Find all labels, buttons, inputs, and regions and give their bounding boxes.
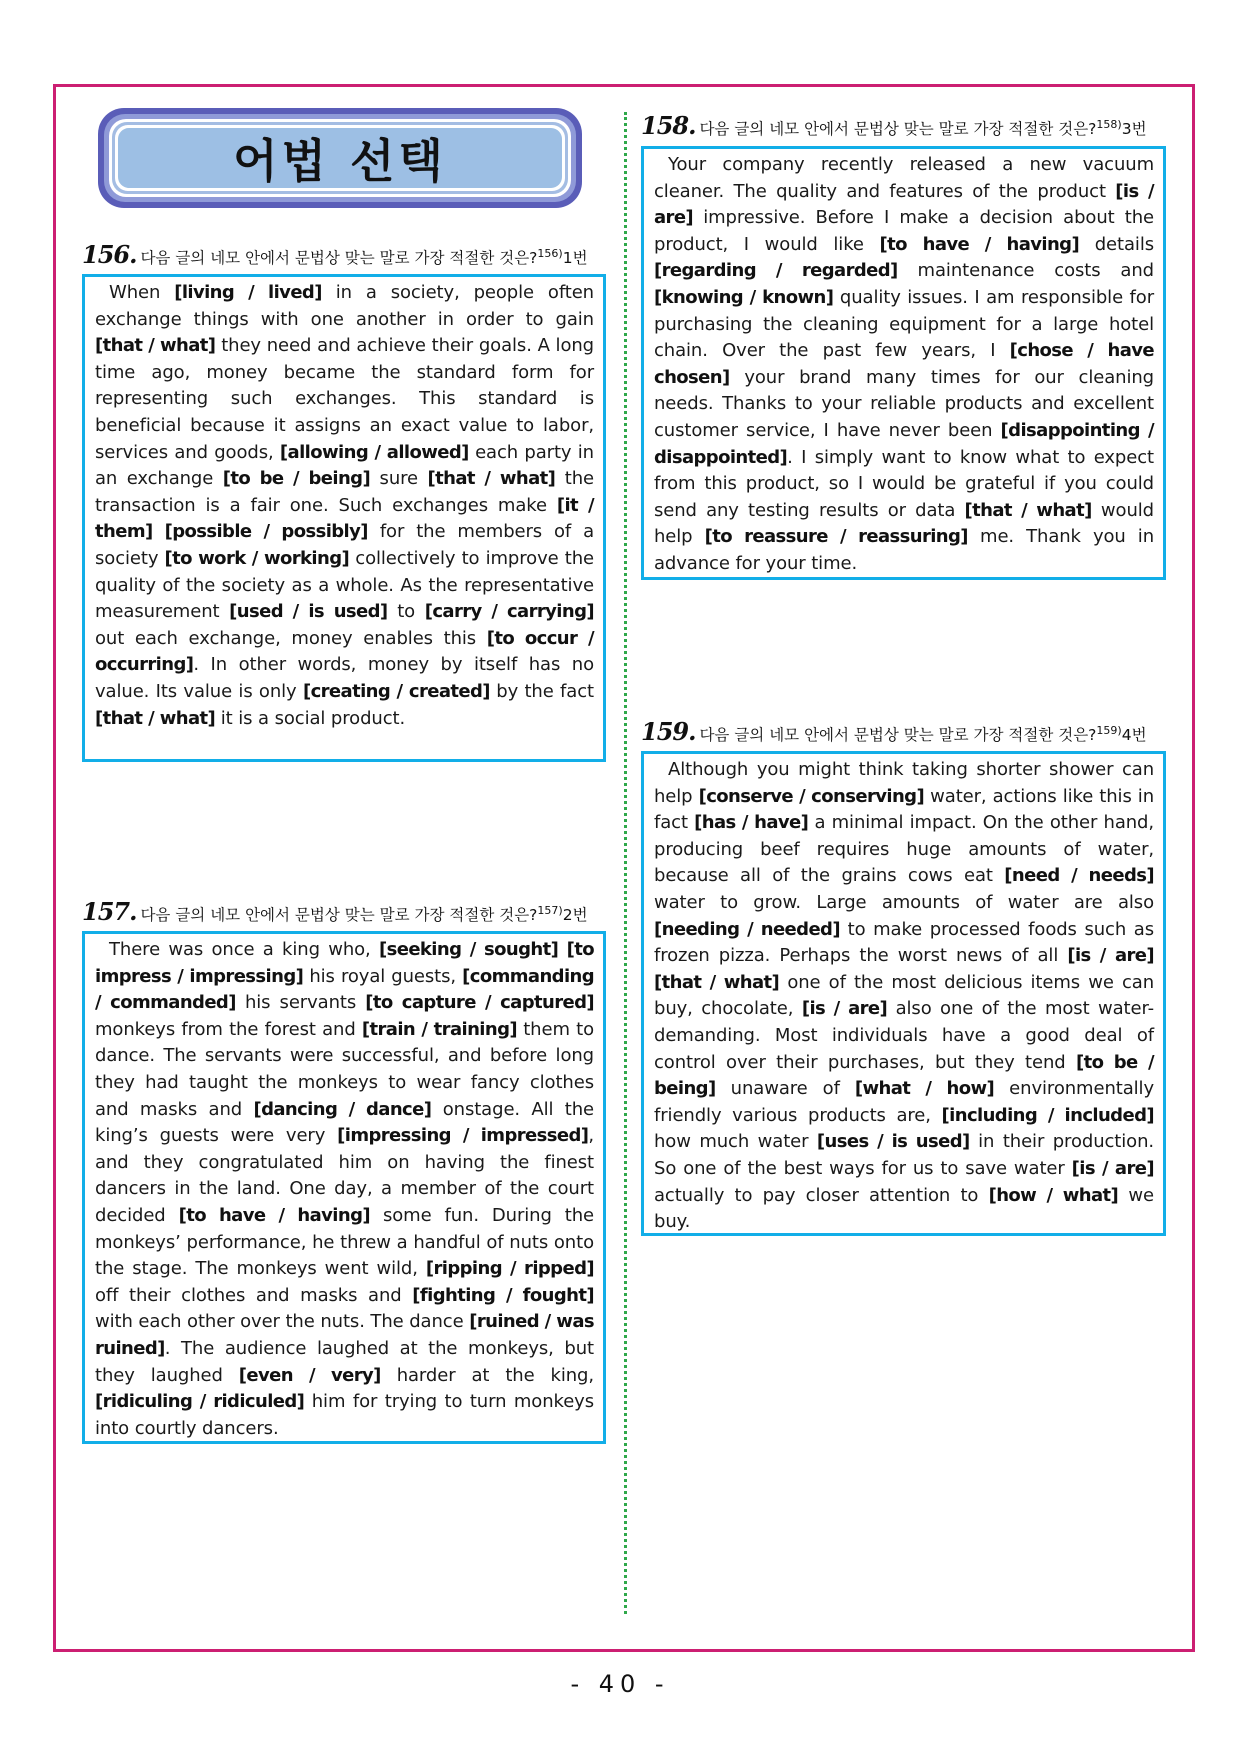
grammar-choice: [to have / having] xyxy=(879,233,1080,255)
page-number: - 40 - xyxy=(570,1670,670,1698)
grammar-choice: [to reassure / reassuring] xyxy=(704,526,968,548)
passage-box-158 xyxy=(641,146,1166,580)
passage-text: Your company recently released a new vacuum cleaner. The quality and features of the product [is / are] impressive. Before I make a decision about the product, I would like [to have / having] details [regarding / regarded] maintenance costs and [knowing / known] quality issues. I am responsible for purchasing the cleaning equipment for a large hotel chain. Over the past few years, I [chose / have chosen] your brand many times for our cleaning needs. Thanks to your reliable products and excellent customer service, I have never been [disappointing / disappointed]. I simply want to know what to expect from this product, so I would be grateful if you could send any testing results or data [that / what] would help [to reassure / reassuring] me. Thank you in advance for your time. xyxy=(654,154,1155,574)
section-title: 어법 선택 xyxy=(233,134,447,188)
grammar-choice: [regarding / regarded] xyxy=(654,260,898,282)
passage-box-159 xyxy=(641,751,1166,1236)
grammar-choice: [commanding / commanded] xyxy=(95,965,595,1014)
grammar-choice: [possible / possibly] xyxy=(164,521,368,543)
question-prompt: 다음 글의 네모 안에서 문법상 맞는 말로 가장 적절한 것은? xyxy=(699,726,1097,744)
grammar-choice: [to be / being] xyxy=(222,468,371,490)
grammar-choice: [that / what] xyxy=(95,335,216,357)
passage-text: There was once a king who, [seeking / sought] [to impress / impressing] his royal guests, [commanding / commanded] his servants [to capture / captured] monkeys from the forest and [train / training] them to dance. The servants were successful, and before long they had taught the monkeys to wear fancy clothes and masks and [dancing / dance] onstage. All the king’s guests were very [impressing / impressed], and they congratulated him on having the finest dancers in the land. One day, a member of the court decided [to have / having] some fun. During the monkeys’ performance, he threw a handful of nuts onto the stage. The monkeys went wild, [ripping / ripped] off their clothes and masks and [fighting / fought] with each other over the nuts. The dance [ruined / was ruined]. The audience laughed at the monkeys, but they laughed [even / very] harder at the king, [ridiculing / ridiculed] him for trying to turn monkeys into courtly dancers. xyxy=(95,939,595,1439)
grammar-choice: [knowing / known] xyxy=(654,286,834,308)
grammar-choice: [needing / needed] xyxy=(654,918,840,940)
grammar-choice: [how / what] xyxy=(988,1184,1119,1206)
grammar-choice: [is / are] xyxy=(801,998,888,1020)
grammar-choice: [that / what] xyxy=(964,499,1092,521)
grammar-choice: [train / training] xyxy=(361,1018,517,1040)
question-heading-157 xyxy=(82,897,588,926)
passage-text: Although you might think taking shorter shower can help [conserve / conserving] water, actions like this in fact [has / have] a minimal impact. On the other hand, producing beef requires huge amounts of water, because all of the grains cows eat [need / needs] water to grow. Large amounts of water are also [needing / needed] to make processed foods such as frozen pizza. Perhaps the worst news of all [is / are] [that / what] one of the most delicious items we can buy, chocolate, [is / are] also one of the most water-demanding. Most individuals have a good deal of control over their purchases, but they tend [to be / being] unaware of [what / how] environmentally friendly various products are, [including / included] how much water [uses / is used] in their production. So one of the best ways for us to save water [is / are] actually to pay closer attention to [how / what] we buy. xyxy=(654,759,1155,1233)
grammar-choice: [seeking / sought] xyxy=(378,939,559,960)
footnote-ref: 157) xyxy=(537,903,563,917)
question-prompt: 다음 글의 네모 안에서 문법상 맞는 말로 가장 적절한 것은? xyxy=(699,120,1097,138)
grammar-choice: [even / very] xyxy=(238,1364,381,1386)
grammar-choice: [to impress / impressing] xyxy=(95,939,594,987)
question-number: 159. xyxy=(641,717,696,746)
grammar-choice: [that / what] xyxy=(654,971,780,993)
grammar-choice: [ruined / was ruined] xyxy=(95,1311,594,1359)
grammar-choice: [that / what] xyxy=(95,707,216,729)
passage-text: When [living / lived] in a society, people often exchange things with one another in order to gain [that / what] they need and achieve their goals. A long time ago, money became the standard form for representing such exchanges. This standard is beneficial because it assigns an exact value to labor, services and goods, [allowing / allowed] each party in an exchange [to be / being] sure [that / what] the transaction is a fair one. Such exchanges make [it / them] [possible / possibly] for the members of a society [to work / working] collectively to improve the quality of the society as a whole. As the representative measurement [used / is used] to [carry / carrying] out each exchange, money enables this [to occur / occurring]. In other words, money by itself has no value. Its value is only [creating / created] by the fact [that / what] it is a social product. xyxy=(95,282,595,729)
grammar-choice: [is / are] xyxy=(1071,1157,1154,1179)
passage-box-156 xyxy=(82,274,606,762)
grammar-choice: [ridiculing / ridiculed] xyxy=(95,1391,305,1413)
grammar-choice: [fighting / fought] xyxy=(412,1284,595,1306)
footnote-ref: 158) xyxy=(1096,117,1122,131)
grammar-choice: [disappointing / disappointed] xyxy=(654,419,1154,468)
grammar-choice: [need / needs] xyxy=(1004,865,1154,887)
grammar-choice: [allowing / allowed] xyxy=(279,441,469,463)
grammar-choice: [dancing / dance] xyxy=(253,1098,432,1120)
question-number: 158. xyxy=(641,111,696,140)
answer-key: 4번 xyxy=(1121,726,1147,744)
footnote-ref: 156) xyxy=(537,246,563,260)
grammar-choice: [to be / being] xyxy=(654,1051,1154,1100)
grammar-choice: [to have / having] xyxy=(178,1204,371,1226)
question-heading-158 xyxy=(641,111,1147,140)
grammar-choice: [to capture / captured] xyxy=(365,992,595,1014)
grammar-choice: [to work / working] xyxy=(164,547,350,569)
grammar-choice: [including / included] xyxy=(941,1104,1154,1126)
question-number: 157. xyxy=(82,897,137,926)
question-number: 156. xyxy=(82,240,137,269)
grammar-choice: [impressing / impressed] xyxy=(337,1125,589,1147)
grammar-choice: [ripping / ripped] xyxy=(425,1258,594,1280)
grammar-choice: [conserve / conserving] xyxy=(698,785,925,807)
answer-key: 3번 xyxy=(1121,120,1147,138)
section-title-banner xyxy=(98,108,582,208)
question-heading-156 xyxy=(82,240,588,269)
grammar-choice: [creating / created] xyxy=(302,680,490,702)
passage-box-157 xyxy=(82,931,606,1444)
grammar-choice: [that / what] xyxy=(427,468,556,490)
grammar-choice: [is / are] xyxy=(1067,945,1154,967)
grammar-choice: [living / lived] xyxy=(174,282,322,303)
question-heading-159 xyxy=(641,717,1147,746)
grammar-choice: [has / have] xyxy=(694,812,809,834)
grammar-choice: [what / how] xyxy=(854,1078,995,1100)
column-divider xyxy=(624,112,627,1614)
grammar-choice: [carry / carrying] xyxy=(424,601,594,623)
grammar-choice: [uses / is used] xyxy=(816,1131,970,1153)
grammar-choice: [chose / have chosen] xyxy=(654,340,1154,388)
grammar-choice: [is / are] xyxy=(654,180,1155,229)
grammar-choice: [to occur / occurring] xyxy=(95,627,594,676)
grammar-choice: [it / them] xyxy=(95,494,594,543)
question-prompt: 다음 글의 네모 안에서 문법상 맞는 말로 가장 적절한 것은? xyxy=(140,249,538,267)
question-prompt: 다음 글의 네모 안에서 문법상 맞는 말로 가장 적절한 것은? xyxy=(140,906,538,924)
answer-key: 1번 xyxy=(562,249,588,267)
answer-key: 2번 xyxy=(562,906,588,924)
grammar-choice: [used / is used] xyxy=(229,601,388,623)
footnote-ref: 159) xyxy=(1096,723,1122,737)
